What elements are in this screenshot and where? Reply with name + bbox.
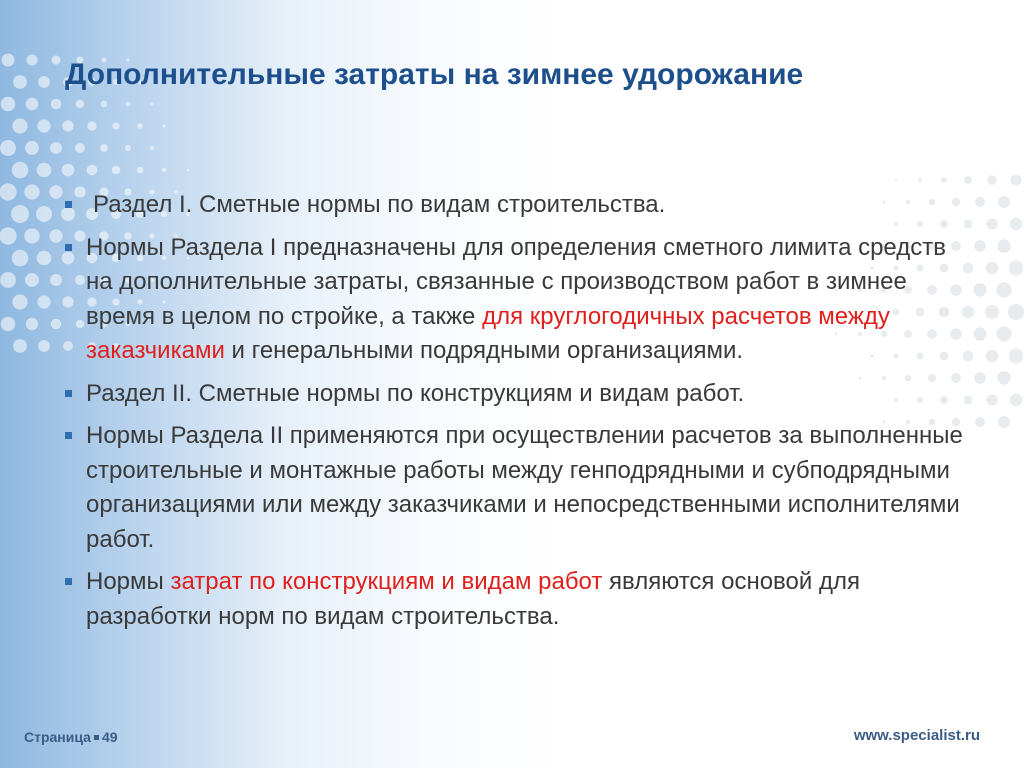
slide-title: Дополнительные затраты на зимнее удорожание (65, 58, 804, 91)
highlighted-text: для круглогодичных расчетов между заказчиками (86, 302, 890, 364)
bullet-marker (65, 432, 72, 439)
bullet-item (62, 188, 967, 223)
bullet-text: Нормы Раздела II применяются при осуществлении расчетов за выполненные строительные и монтажные работы между генподрядными и субподрядными организациями или между заказчиками и непосредственными исполнителями работ. (86, 422, 963, 553)
bullet-text: Раздел II. Сметные нормы по конструкциям и видам работ. (86, 379, 745, 407)
bullet-text: Нормы (86, 568, 171, 595)
bullet-marker (65, 578, 72, 585)
page-label: Страница (24, 729, 91, 745)
highlighted-text: затрат по конструкциям и видам работ (170, 568, 603, 595)
separator-square-icon (94, 735, 99, 740)
bullet-text: Нормы Раздела I предназначены для определения сметного лимита средств на дополнительные затраты, связанные с производством работ в зимнее время в целом по стройке, а также (86, 233, 946, 330)
bullet-item (62, 419, 967, 557)
page-indicator (24, 729, 118, 745)
website-link[interactable]: www.specialist.ru (853, 727, 980, 744)
bullet-item (62, 231, 967, 369)
bullet-marker (65, 390, 72, 397)
bullet-item (62, 377, 967, 412)
bullet-item (62, 565, 967, 634)
bullet-marker (65, 201, 72, 208)
bullet-list (62, 188, 967, 642)
bullet-text: и генеральными подрядными организациями. (224, 337, 744, 364)
page-number: 49 (101, 729, 118, 745)
bullet-marker (65, 244, 72, 251)
bullet-text: Раздел I. Сметные нормы по видам строительства. (93, 191, 666, 218)
bullet-text: являются основой для разработки норм по видам строительства. (86, 568, 860, 630)
